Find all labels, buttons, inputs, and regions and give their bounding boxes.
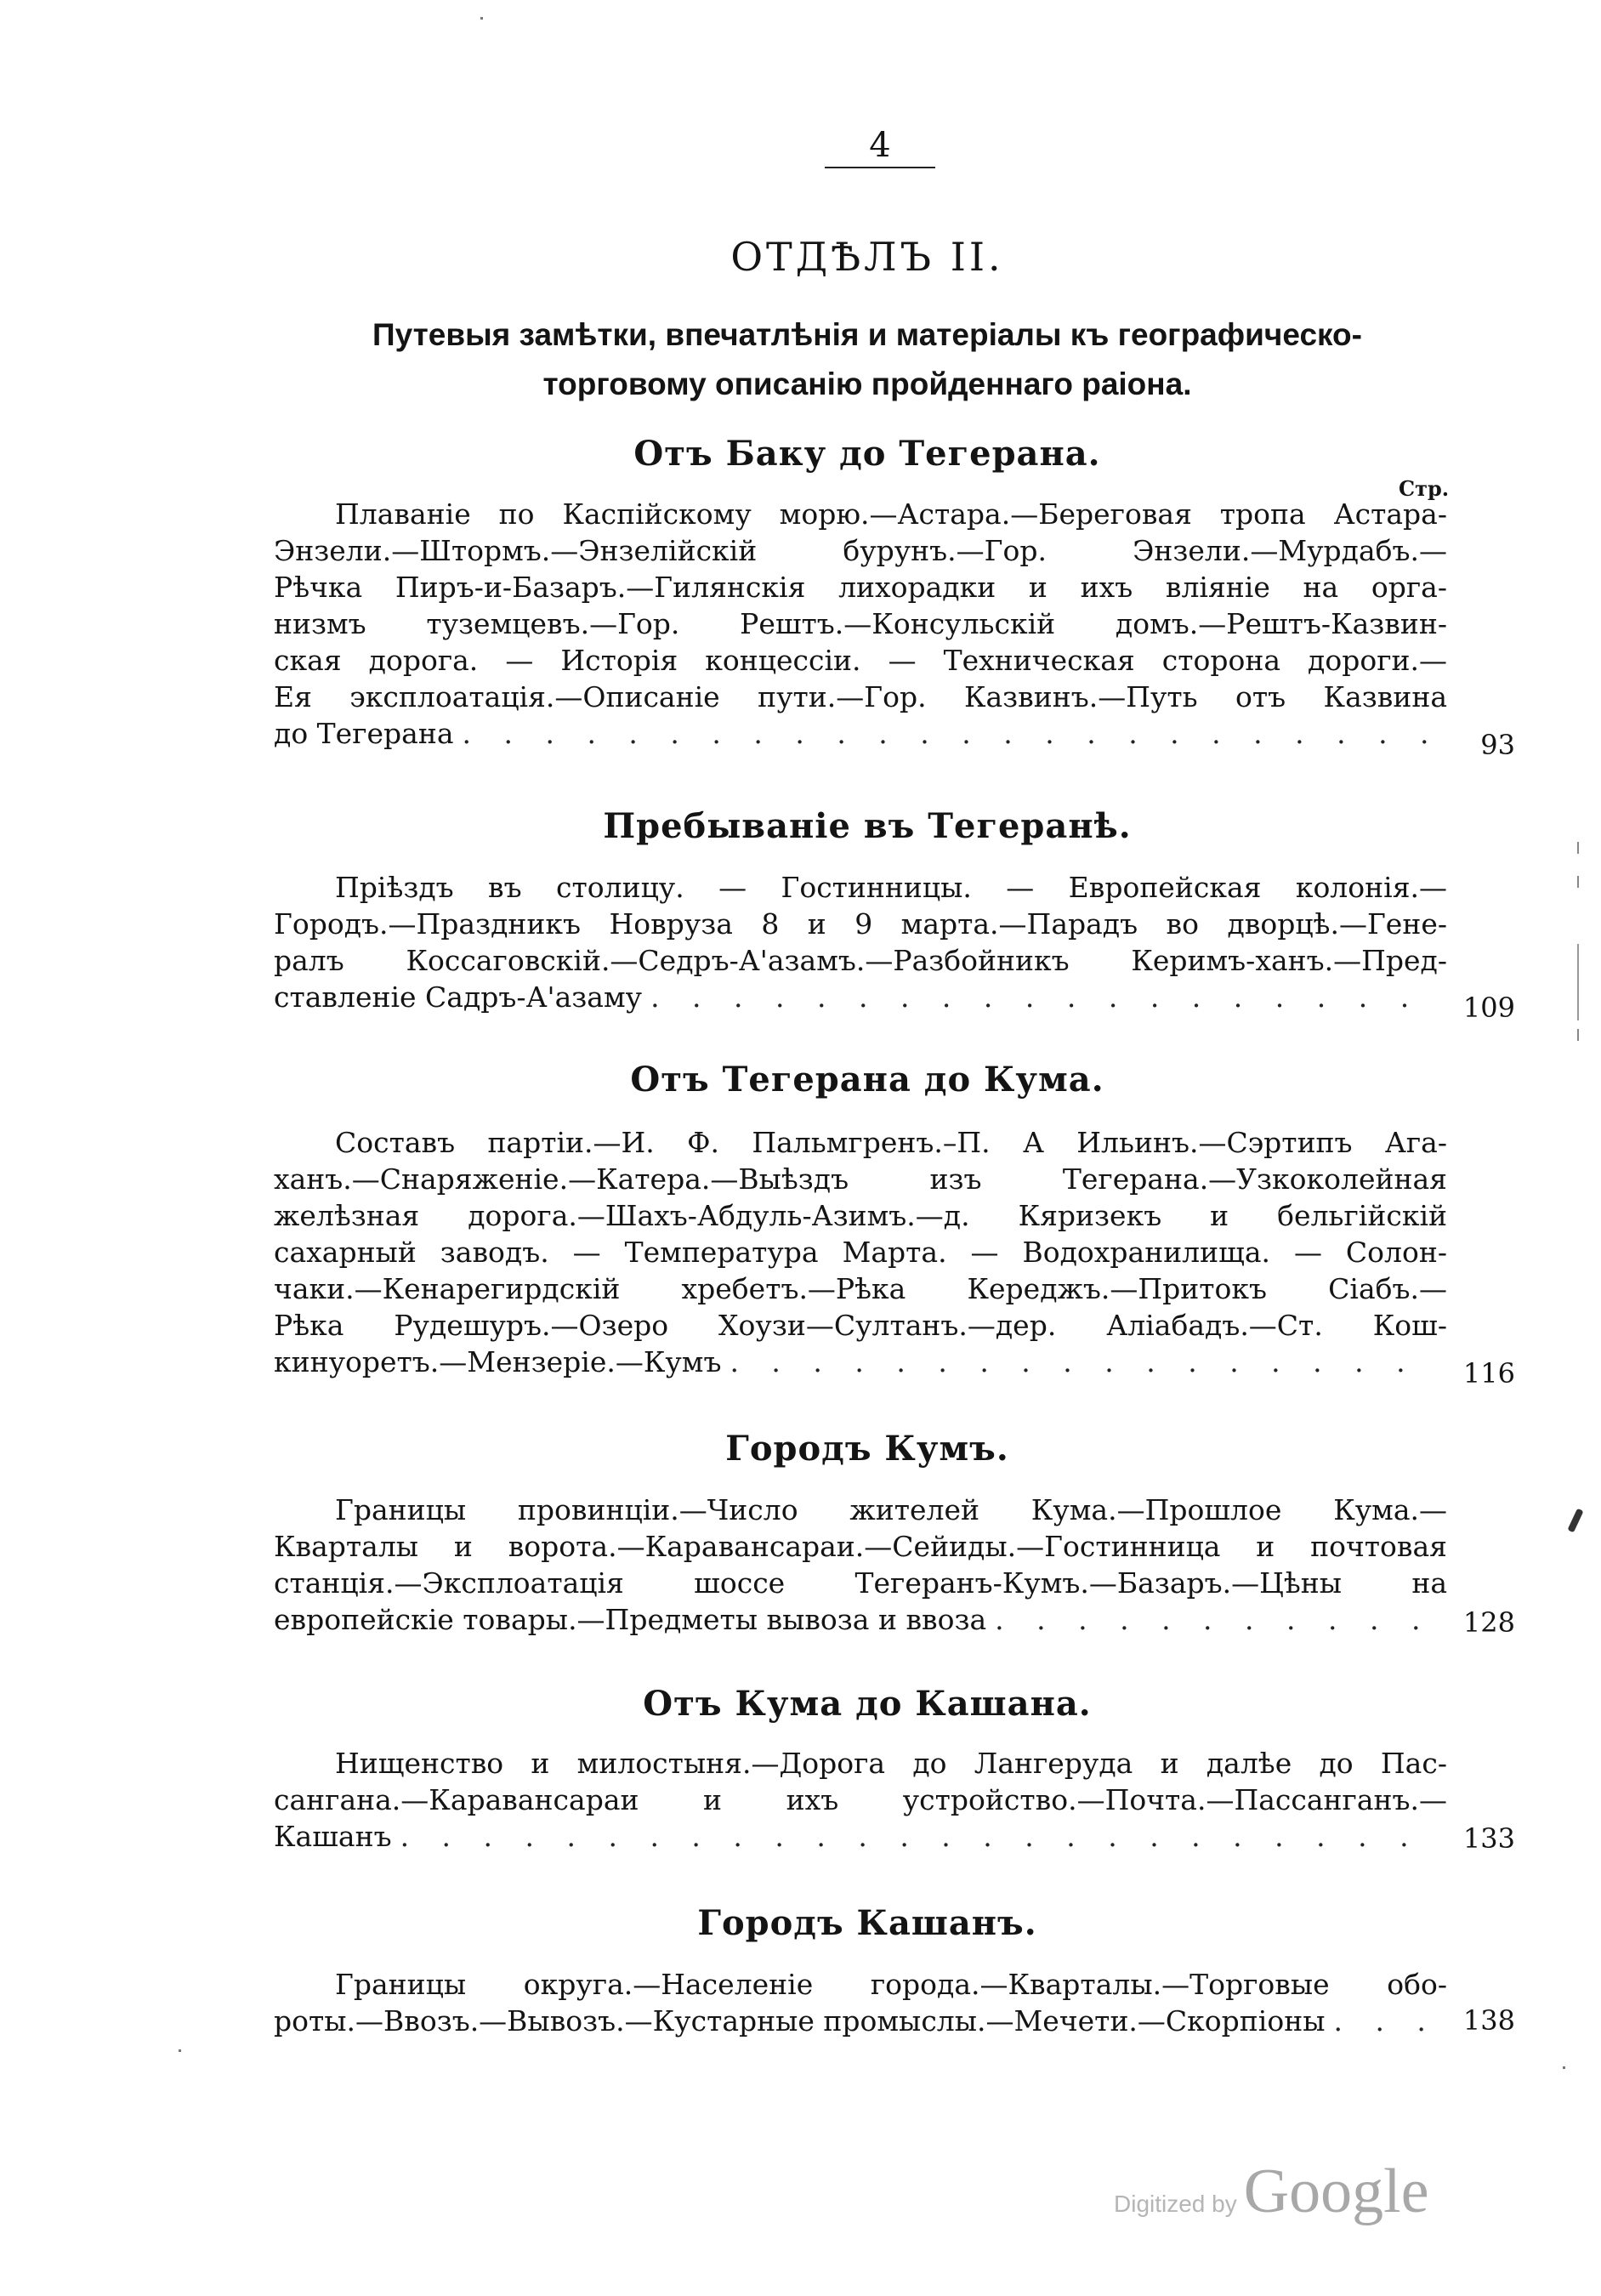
page-reference: 133 [1462,1822,1515,1855]
entry-line: Границы провинціи.—Число жителей Кума.—Прошлое Кума.— [335,1493,1447,1526]
page-column-header: Стр. [1399,476,1450,501]
scan-speck [1577,944,1579,1020]
entry-line: Плаваніе по Каспійскому морю.—Астара.—Береговая тропа Астара- [335,497,1447,531]
scan-speck [1563,2066,1565,2069]
section-entry [274,1966,1447,2039]
entry-line: ставленіе Садръ-А'азаму . . . [274,979,1447,1015]
part-title: ОТДѢЛЪ II. [730,234,1004,280]
entry-line: Городъ.—Праздникъ Новруза 8 и 9 марта.—Парадъ во дворцѣ.—Гене- [274,907,1447,941]
dot-leader [650,979,1440,1015]
entry-line: желѣзная дорога.—Шахъ-Абдуль-Азимъ.—д. Кяризекъ и бельгійскій [274,1199,1447,1232]
entry-line: чаки.—Кенарегирдскій хребетъ.—Рѣка Кереджъ.—Притокъ Сіабъ.— [274,1272,1447,1305]
dot-leader [1333,2003,1440,2039]
dot-leader [463,715,1440,752]
section-entry [274,869,1447,1015]
entry-line: станція.—Эксплоатація шоссе Тегеранъ-Кумъ.—Базаръ.—Цѣны на [274,1566,1447,1600]
entry-line: низмъ туземцевъ.—Гор. Рештъ.—Консульскій домъ.—Рештъ-Казвин- [274,607,1447,640]
entry-line: Нищенство и милостыня.—Дорога до Лангеруда и далѣе до Пас- [335,1747,1447,1780]
digitized-by-watermark [1114,2156,1429,2228]
entry-line: Границы округа.—Населеніе города.—Кварталы.—Торговые обо- [335,1968,1447,2001]
section-entry [274,1492,1447,1638]
part-subtitle-line: торговому описанію пройденнаго раіона. [542,367,1192,401]
section-heading: Пребываніе въ Тегеранѣ. [603,806,1132,846]
page-reference: 109 [1462,992,1515,1024]
ink-mark [1567,1509,1583,1533]
entry-line: Рѣка Рудешуръ.—Озеро Хоузи—Султанъ.—дер. Аліабадъ.—Ст. Кош- [274,1309,1447,1342]
scan-speck [1577,842,1579,854]
section-entry [274,496,1447,752]
entry-line: кинуоретъ.—Мензеріе.—Кумъ . . . [274,1344,1447,1380]
section-heading: Городъ Кашанъ. [697,1903,1037,1943]
entry-line: Пріѣздъ въ столицу. — Гостинницы. — Европейская колонія.— [335,871,1447,904]
section-heading: Отъ Тегерана до Кума. [630,1060,1104,1100]
part-subtitle [323,310,1411,409]
page-number-rule [825,167,935,168]
scan-speck [480,17,483,20]
part-subtitle-line: Путевыя замѣтки, впечатлѣнія и матеріалы къ географическо- [372,317,1362,352]
google-logo: Google [1243,2157,1429,2226]
scan-speck [1577,1029,1579,1041]
entry-line: европейскіе товары.—Предметы вывоза и ввоза . . . [274,1601,1447,1638]
entry-line: Рѣчка Пиръ-и-Базаръ.—Гилянскія лихорадки и ихъ вліяніе на орга- [274,571,1447,604]
entry-line: Составъ партіи.—И. Ф. Пальмгренъ.–П. А Ильинъ.—Сэртипъ Ага- [335,1126,1447,1159]
watermark-prefix: Digitized by [1114,2191,1237,2217]
dot-leader [400,1818,1440,1855]
entry-line: Кашанъ . . . [274,1818,1447,1855]
page-number: 4 [816,126,944,168]
entry-line: сангана.—Каравансараи и ихъ устройство.—Почта.—Пассанганъ.— [274,1783,1447,1816]
entry-line: Кварталы и ворота.—Каравансараи.—Сейиды.—Гостинница и почтовая [274,1530,1447,1563]
section-heading: Городъ Кумъ. [725,1429,1009,1469]
entry-line: Энзели.—Штормъ.—Энзелійскій бурунъ.—Гор. Энзели.—Мурдабъ.— [274,534,1447,567]
page-reference: 128 [1462,1606,1515,1639]
section-entry [274,1745,1447,1855]
entry-line: ралъ Коссаговскій.—Седръ-А'азамъ.—Разбойникъ Керимъ-ханъ.—Пред- [274,944,1447,977]
scan-speck [179,2049,181,2052]
section-heading: Отъ Баку до Тегерана. [633,434,1101,474]
entry-line: до Тегерана . . . [274,715,1447,752]
dot-leader [995,1601,1440,1638]
page-reference: 138 [1462,2004,1515,2037]
entry-line: ская дорога. — Исторія концессіи. — Техническая сторона дороги.— [274,644,1447,677]
page-reference: 116 [1462,1357,1515,1390]
entry-line: роты.—Ввозъ.—Вывозъ.—Кустарные промыслы.—Мечети.—Скорпіоны . . . [274,2003,1447,2039]
scan-speck [1577,876,1579,888]
entry-line: Ея эксплоатація.—Описаніе пути.—Гор. Казвинъ.—Путь отъ Казвина [274,680,1447,713]
section-heading: Отъ Кума до Кашана. [643,1684,1092,1724]
entry-line: ханъ.—Снаряженіе.—Катера.—Выѣздъ изъ Тегерана.—Узкоколейная [274,1162,1447,1196]
dot-leader [730,1344,1440,1380]
page-reference: 93 [1480,729,1515,761]
section-entry [274,1124,1447,1380]
entry-line: сахарный заводъ. — Температура Марта. — Водохранилища. — Солон- [274,1236,1447,1269]
